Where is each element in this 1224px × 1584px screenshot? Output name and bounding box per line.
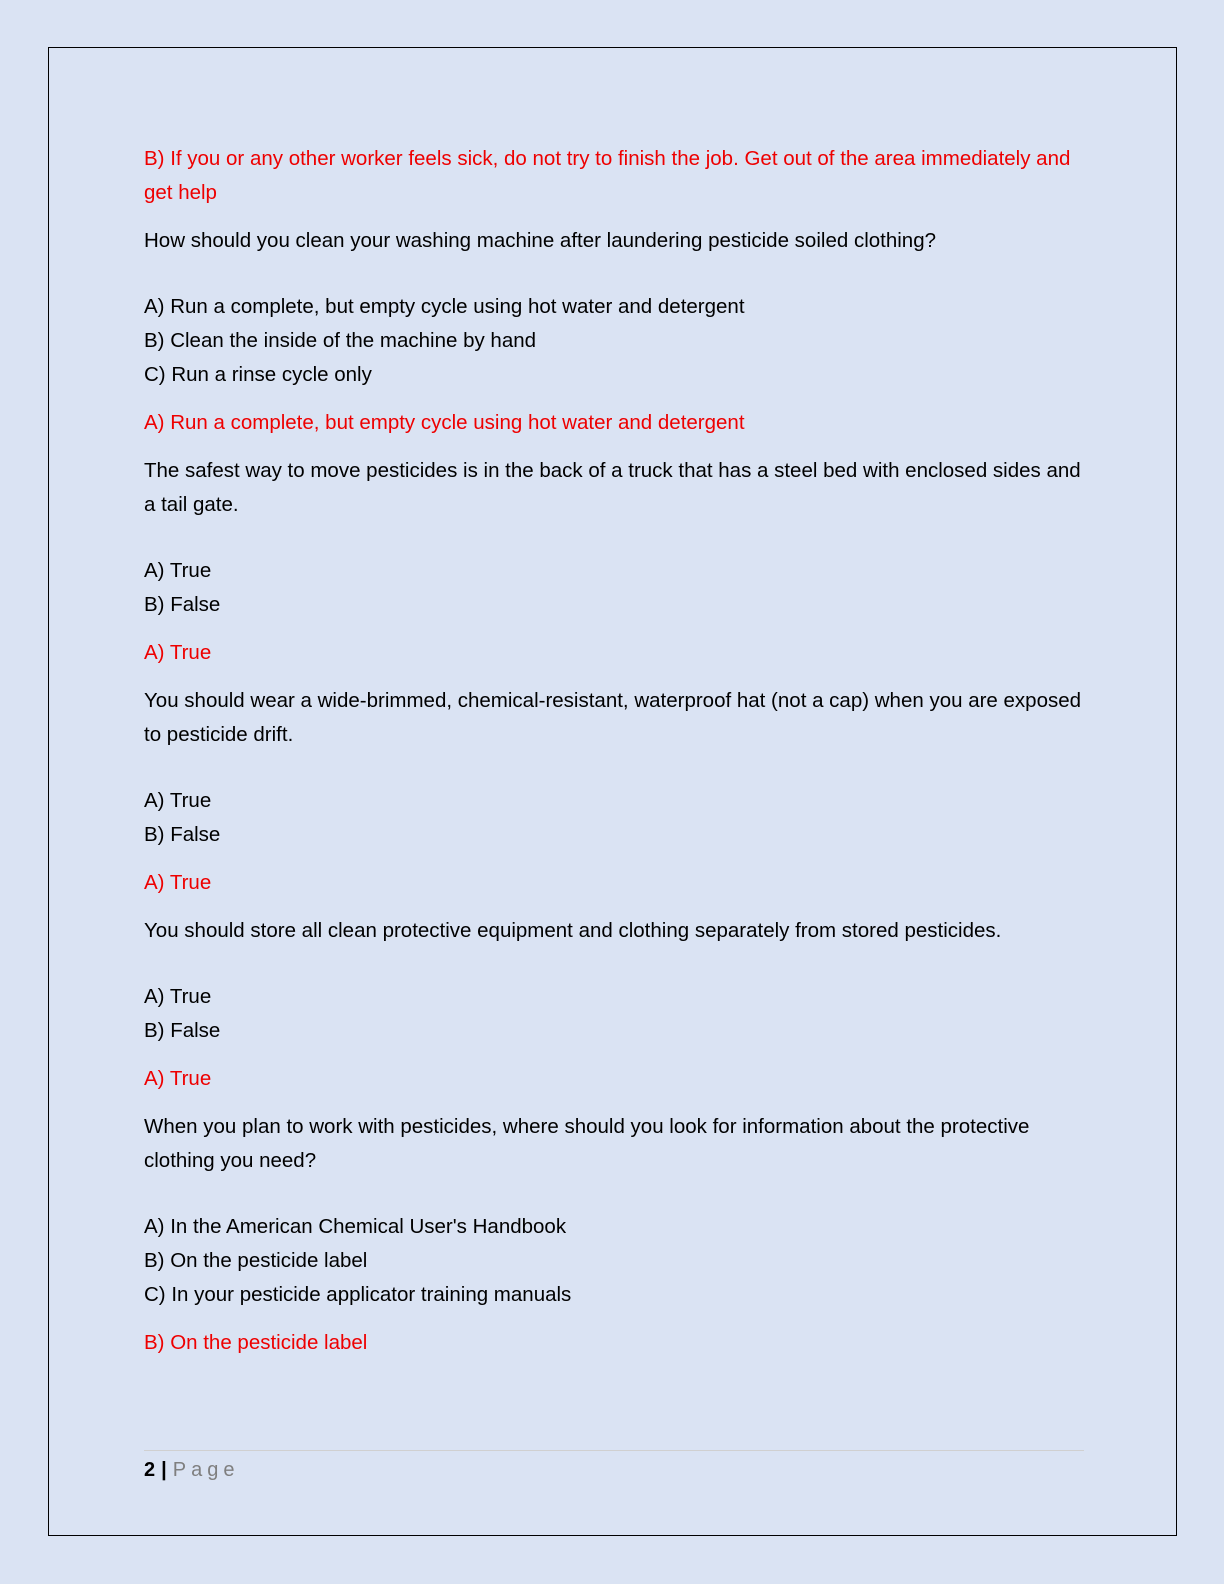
option-item: A) Run a complete, but empty cycle using hot water and detergent [144, 295, 745, 318]
option-item: A) True [144, 789, 212, 812]
answer-text: A) True [144, 641, 212, 664]
question-text: How should you clean your washing machine after laundering pesticide soiled clothing? [144, 229, 937, 252]
option-item: B) On the pesticide label [144, 1249, 368, 1272]
question-text: You should store all clean protective equipment and clothing separately from stored pesticides. [144, 919, 1002, 942]
page-label: Page [172, 1459, 240, 1481]
answer-text: A) True [144, 1067, 212, 1090]
option-item: A) True [144, 985, 212, 1008]
answer-text: B) If you or any other worker feels sick, do not try to finish the job. Get out of the area immediately and get help [144, 147, 1071, 204]
option-item: B) False [144, 593, 221, 616]
page-number: 2 [144, 1459, 156, 1481]
option-item: B) False [144, 1019, 221, 1042]
question-text: You should wear a wide-brimmed, chemical-resistant, waterproof hat (not a cap) when you are exposed to pesticide drift. [144, 689, 1082, 746]
option-item: C) Run a rinse cycle only [144, 363, 372, 386]
option-item: B) False [144, 823, 221, 846]
footer-separator: | [161, 1459, 167, 1481]
option-item: B) Clean the inside of the machine by hand [144, 329, 537, 352]
answer-text: A) Run a complete, but empty cycle using hot water and detergent [144, 411, 745, 434]
question-text: The safest way to move pesticides is in the back of a truck that has a steel bed with enclosed sides and a tail gate. [144, 459, 1081, 516]
page-footer [144, 1455, 239, 1485]
answer-text: A) True [144, 871, 212, 894]
document-body [144, 142, 1084, 1360]
footer-divider [144, 1450, 1084, 1451]
answer-text: B) On the pesticide label [144, 1331, 368, 1354]
question-text: When you plan to work with pesticides, where should you look for information about the protective clothing you need? [144, 1115, 1030, 1172]
option-item: A) In the American Chemical User's Handbook [144, 1215, 567, 1238]
option-item: A) True [144, 559, 212, 582]
option-item: C) In your pesticide applicator training manuals [144, 1283, 572, 1306]
